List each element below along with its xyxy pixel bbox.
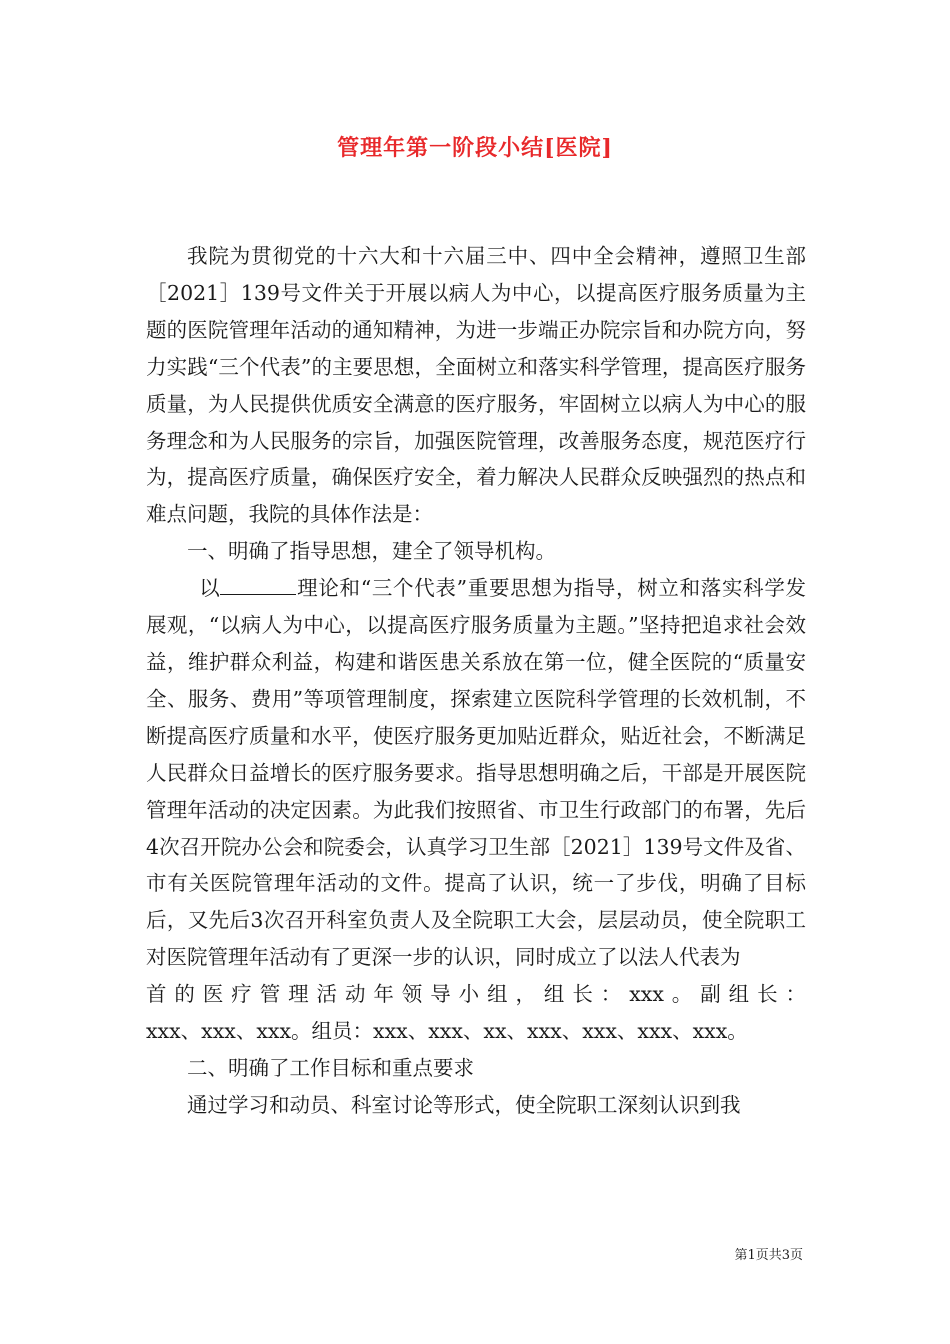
document-title: 管理年第一阶段小结[医院] (337, 135, 613, 161)
document-body (146, 238, 806, 1124)
paragraph-intro: 我院为贯彻党的十六大和十六届三中、四中全会精神，遵照卫生部［2021］139号文件关于开展以病人为中心，以提高医疗服务质量为主题的医院管理年活动的通知精神，为进一步端正办院宗旨和办院方向，努力实践“三个代表”的主要思想，全面树立和落实科学管理，提高医疗服务质量，为人民提供优质安全满意的医疗服务，牢固树立以病人为中心的服务理念和为人民服务的宗旨，加强医院管理，改善服务态度，规范医疗行为，提高医疗质量，确保医疗安全，着力解决人民群众反映强烈的热点和难点问题，我院的具体作法是： (146, 244, 806, 527)
paragraph-member-list: xxx、xxx、xxx。组员：xxx、xxx、xx、xxx、xxx、xxx、xxx。 (146, 1019, 748, 1044)
paragraph-spread-line: 首的医疗管理活动年领导小组，组长：xxx。副组长： (146, 982, 806, 1007)
section-heading-1: 一、明确了指导思想，建全了领导机构。 (187, 539, 556, 564)
paragraph-goals: 通过学习和动员、科室讨论等形式，使全院职工深刻认识到我 (187, 1092, 741, 1117)
paragraph-lead-text: 以 (199, 576, 221, 601)
fill-in-blank (220, 576, 296, 595)
paragraph-guiding-thought (146, 570, 806, 976)
section-heading-2: 二、明确了工作目标和重点要求 (187, 1055, 474, 1080)
paragraph-body-text: 理论和“三个代表”重要思想为指导，树立和落实科学发展观，“以病人为中心，以提高医疗服务质量为主题。”坚持把追求社会效益，维护群众利益，构建和谐医患关系放在第一位，健全医院的“质量安全、服务、费用”等项管理制度，探索建立医院科学管理的长效机制，不断提高医疗质量和水平，使医疗服务更加贴近群众，贴近社会，不断满足人民群众日益增长的医疗服务要求。指导思想明确之后，干部是开展医院管理年活动的决定因素。为此我们按照省、市卫生行政部门的布署，先后4次召开院办公会和院委会，认真学习卫生部［2021］139号文件及省、市有关医院管理年活动的文件。提高了认识，统一了步伐，明确了目标后，又先后3次召开科室负责人及全院职工大会，层层动员，使全院职工对医院管理年活动有了更深一步的认识，同时成立了以法人代表为 (146, 576, 806, 970)
page-number-footer: 第1页共3页 (734, 1248, 803, 1263)
